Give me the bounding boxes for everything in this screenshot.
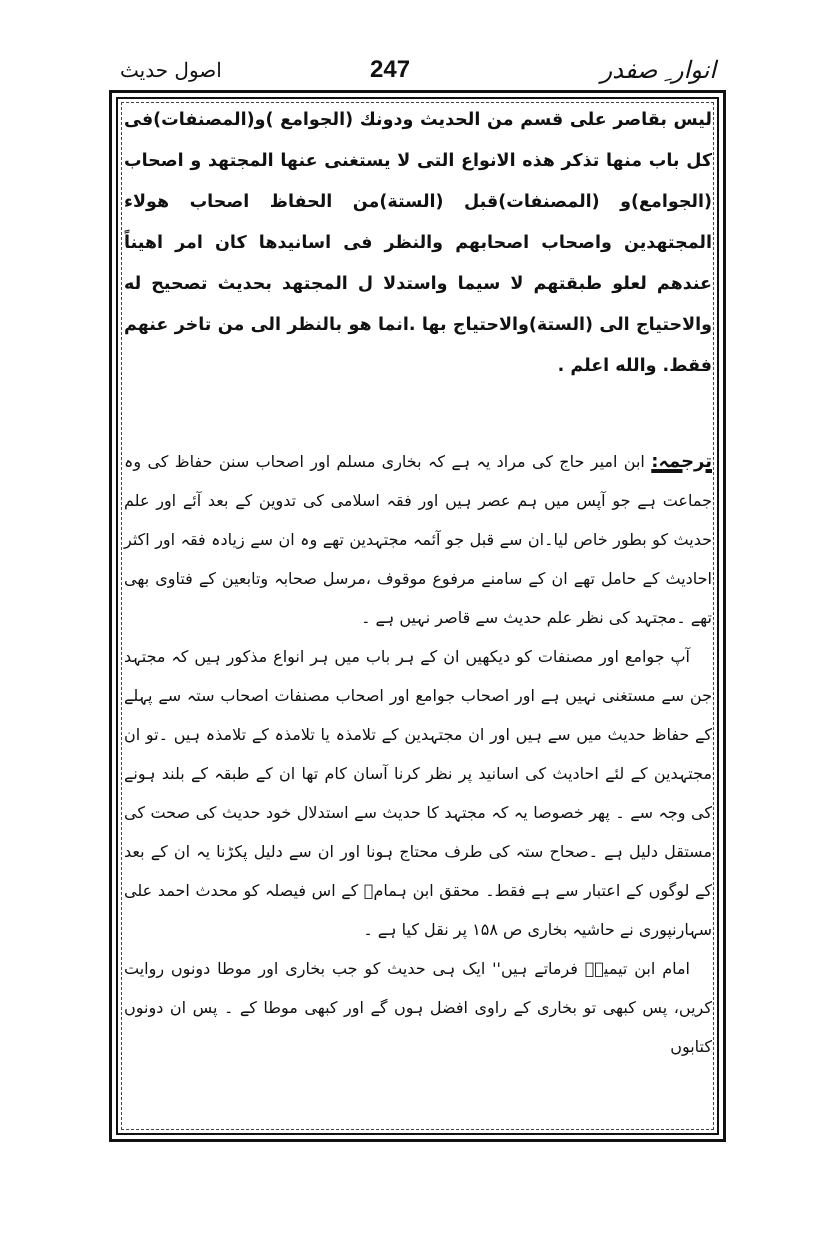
book-title: انوار ِ صفدر (600, 56, 716, 84)
translation-text: ابن امیر حاج کی مراد یہ ہے کہ بخاری مسلم اور اصحاب سنن حفاظ کی وہ جماعت ہے جو آپس میں ہم عصر ہیں اور فقہ اسلامی کی تدوین کے بعد آئے اور علم حدیث کو بطور خاص لیا۔ان سے قبل جو آئمہ مجتہدین تھے وہ ان سے زیادہ فقہ اور اکثر احادیث کے حامل تھے ان کے سامنے مرفوع موقوف ،مرسل صحابہ وتابعین کے فتاوی بھی تھے ۔مجتہد کی نظر علم حدیث سے قاصر نہیں ہے ۔ (124, 452, 712, 627)
page-body (124, 100, 712, 1066)
translation-label: ترجمہ: (651, 451, 712, 472)
page-number: 247 (370, 56, 411, 83)
page-header (110, 50, 722, 90)
urdu-paragraph-2: آپ جوامع اور مصنفات کو دیکھیں ان کے ہر باب میں ہر انواع مذکور ہیں کہ مجتہد جن سے مستغنی نہیں ہے اور اصحاب جوامع اور اصحاب مصنفات اصحاب ستہ سے پہلے کے حفاظ حدیث میں سے ہیں اور ان مجتہدین کے تلامذہ یا تلامذہ کے تلامذہ ہیں ۔تو ان مجتہدین کے لئے احادیث کی اسانید پر نظر کرنا آسان کام تھا ان کے طبقہ کے بلند ہونے کی وجہ سے ۔ پھر خصوصا یہ کہ مجتہد کا حدیث سے استدلال خود حدیث کی صحت کی مستقل دلیل ہے ۔صحاح ستہ کی طرف محتاج ہونا اور ان سے دلیل پکڑنا یہ ان کے بعد کے لوگوں کے اعتبار سے ہے فقط۔ محقق ابن ہمامؒ کے اس فیصلہ کو محدث احمد علی سہارنپوری نے حاشیہ بخاری ص ۱۵۸ پر نقل کیا ہے ۔ (124, 647, 712, 939)
urdu-paragraph-3: امام ابن تیمیہؒ فرماتے ہیں'' ایک ہی حدیث کو جب بخاری اور موطا دونوں روایت کریں، پس کبھی تو بخاری کے راوی افضل ہوں گے اور کبھی موطا کے ۔ پس ان دونوں کتابوں (124, 959, 712, 1056)
arabic-paragraph: ليس بقاصر على قسم من الحديث ودونك (الجوامع )و(المصنفات)فى كل باب منها تذكر هذه الانواع التى لا يستغنى عنها المجتهد و اصحاب (الجوامع)و (المصنفات)قبل (الستة)من الحفاظ اصحاب هولاء المجتهدين واصحاب اصحابهم والنظر فى اسانيدها كان امر اهيناً عندهم لعلو طبقتهم لا سيما واستدلا ل المجتهد بحديث تصحيح له والاحتياج الى (الستة)والاحتياج بها .انما هو بالنظر الى من تاخر عنهم فقط. والله اعلم . (124, 110, 712, 376)
arabic-quote-block (124, 100, 712, 442)
section-title: اصول حدیث (120, 58, 222, 82)
translation-paragraph (124, 442, 712, 637)
